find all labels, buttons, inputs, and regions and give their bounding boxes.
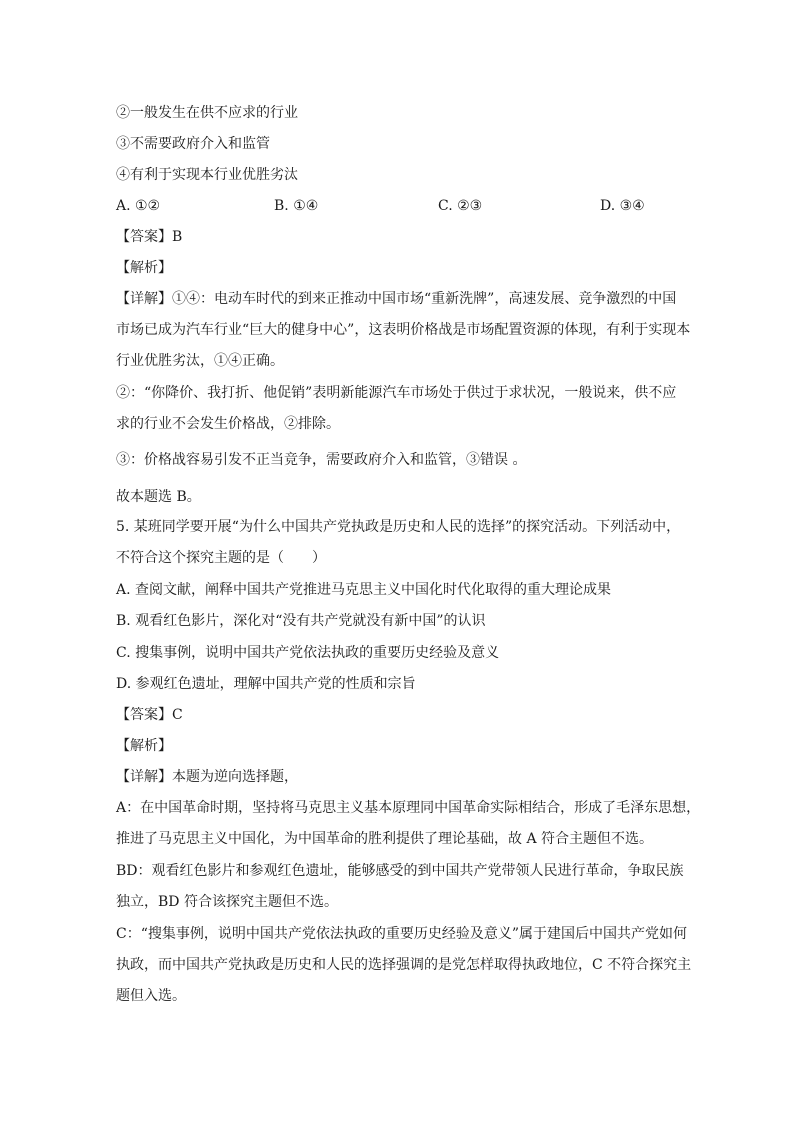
q5-stem-line-2: 不符合这个探究主题的是（ ） bbox=[116, 550, 326, 566]
q5-pointC-line-1: C：“搜集事例，说明中国共产党依法执政的重要历史经验及意义”属于建国后中国共产党如何 bbox=[116, 926, 688, 942]
q5-pointA-line-2: 推进了马克思主义中国化，为中国革命的胜利提供了理论基础，故 A 符合主题但不选。 bbox=[116, 831, 654, 847]
q5-option-c: C. 搜集事例，说明中国共产党依法执政的重要历史经验及意义 bbox=[116, 645, 500, 661]
q4-item-3: ③不需要政府介入和监管 bbox=[116, 136, 270, 152]
q4-detail-line-3: 行业优胜劣汰，①④正确。 bbox=[116, 353, 284, 369]
q4-point3: ③：价格战容易引发不正当竞争，需要政府介入和监管，③错误 。 bbox=[116, 452, 527, 468]
q5-detail: 【详解】本题为逆向选择题， bbox=[116, 769, 298, 785]
q4-conclusion: 故本题选 B。 bbox=[116, 489, 201, 505]
q4-option-d: D. ③④ bbox=[600, 198, 645, 214]
q5-pointBD-line-2: 独立，BD 符合该探究主题但不选。 bbox=[116, 894, 338, 910]
q4-detail-line-1: 【详解】①④：电动车时代的到来正推动中国市场“重新洗牌”，高速发展、竞争激烈的中国 bbox=[116, 291, 677, 307]
q4-answer: 【答案】B bbox=[116, 229, 183, 245]
q5-option-b: B. 观看红色影片，深化对“没有共产党就没有新中国”的认识 bbox=[116, 613, 486, 629]
q4-option-a: A. ①② bbox=[116, 198, 161, 214]
q5-option-d: D. 参观红色遗址，理解中国共产党的性质和宗旨 bbox=[116, 676, 416, 692]
q4-item-2: ②一般发生在供不应求的行业 bbox=[116, 105, 298, 121]
q5-pointBD-line-1: BD：观看红色影片和参观红色遗址，能够感受的到中国共产党带领人民进行革命，争取民族 bbox=[116, 863, 684, 879]
q4-detail-line-2: 市场已成为汽车行业“巨大的健身中心”，这表明价格战是市场配置资源的体现，有利于实现本 bbox=[116, 322, 691, 338]
q4-item-4: ④有利于实现本行业优胜劣汰 bbox=[116, 167, 298, 183]
q5-pointA-line-1: A：在中国革命时期，坚持将马克思主义基本原理同中国革命实际相结合，形成了毛泽东思想， bbox=[116, 800, 701, 816]
q5-analysis-heading: 【解析】 bbox=[116, 738, 172, 754]
q5-stem-line-1: 5. 某班同学要开展“为什么中国共产党执政是历史和人民的选择”的探究活动。下列活动中， bbox=[116, 519, 681, 535]
q4-option-c: C. ②③ bbox=[438, 198, 483, 214]
q4-point2-line-2: 求的行业不会发生价格战，②排除。 bbox=[116, 416, 340, 432]
q5-pointC-line-3: 题但入选。 bbox=[116, 988, 186, 1004]
q4-point2-line-1: ②：“你降价、我打折、他促销”表明新能源汽车市场处于供过于求状况，一般说来，供不应 bbox=[116, 385, 677, 401]
q4-analysis-heading: 【解析】 bbox=[116, 260, 172, 276]
q5-answer: 【答案】C bbox=[116, 707, 183, 723]
q5-option-a: A. 查阅文献，阐释中国共产党推进马克思主义中国化时代化取得的重大理论成果 bbox=[116, 582, 612, 598]
q4-option-b: B. ①④ bbox=[274, 198, 319, 214]
q5-pointC-line-2: 执政，而中国共产党执政是历史和人民的选择强调的是党怎样取得执政地位，C 不符合探究主 bbox=[116, 957, 692, 973]
